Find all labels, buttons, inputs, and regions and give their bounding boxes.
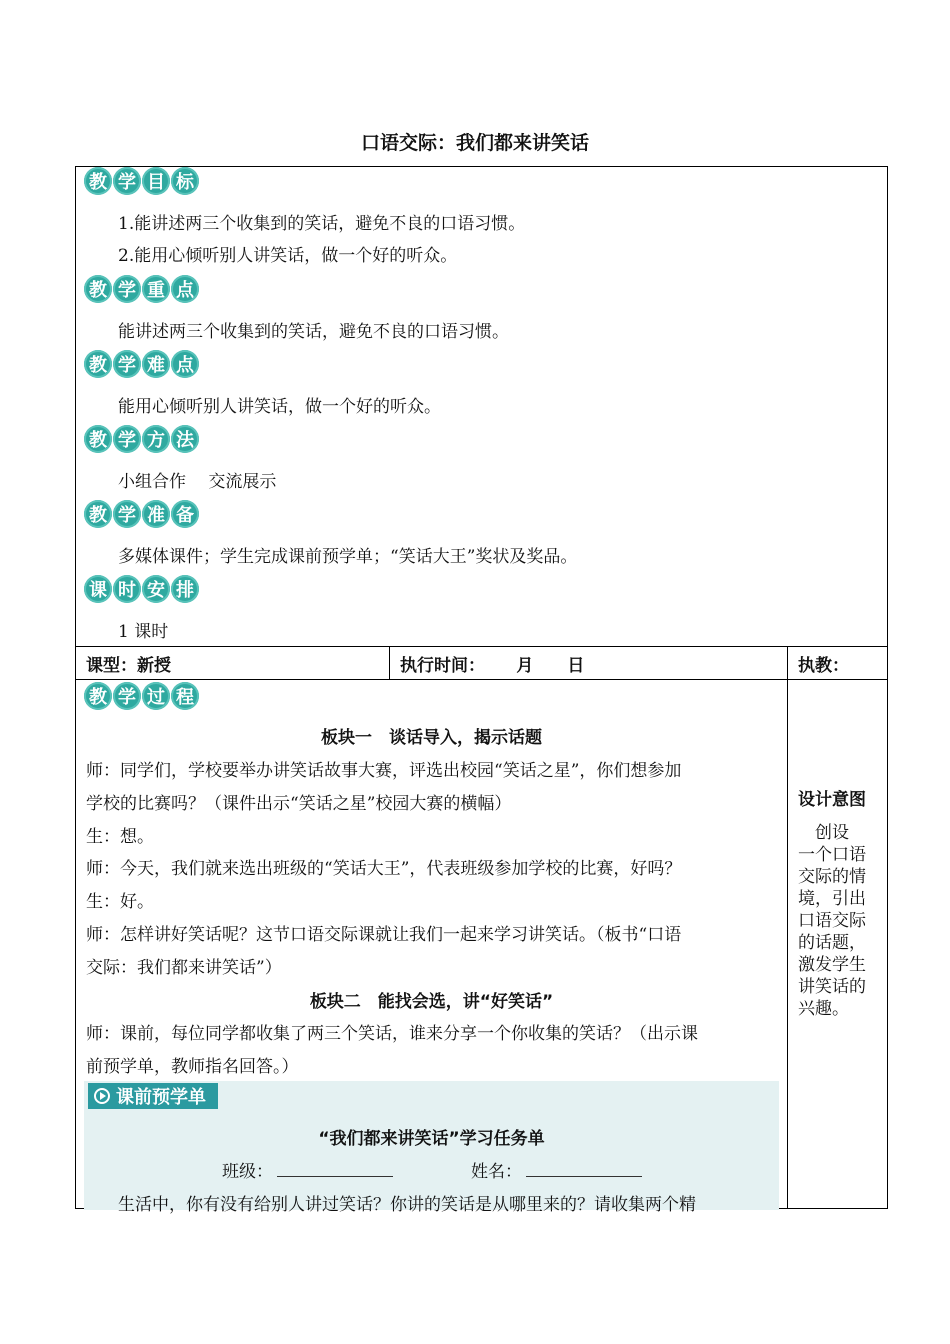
page-title: 口语交际：我们都来讲笑话 — [360, 132, 589, 154]
preview-tab — [88, 1083, 218, 1109]
dialogue-line: 师：怎样讲好笑话呢？这节口语交际课就让我们一起来学习讲笑话。（板书“口语 — [86, 925, 682, 945]
design-intent-line: 讲笑话的 — [798, 977, 866, 997]
design-intent-line: 的话题， — [798, 933, 866, 953]
key-point-text: 能讲述两三个收集到的笑话，避免不良的口语习惯。 — [118, 322, 509, 342]
process-badge: 教 学 过 程 — [84, 682, 199, 710]
col-divider — [787, 646, 788, 1209]
schedule-badge: 课 时 安 排 — [84, 575, 199, 603]
goal-1: 1.能讲述两三个收集到的笑话，避免不良的口语习惯。 — [118, 214, 526, 234]
schedule-text: 1 课时 — [118, 622, 169, 642]
difficulty-badge: 教 学 难 点 — [84, 350, 199, 378]
design-intent-line: 口语交际 — [798, 911, 866, 931]
design-intent-line: 创设 — [798, 823, 849, 843]
method-text: 小组合作 交流展示 — [118, 472, 277, 492]
goals-badge: 教 学 目 标 — [84, 167, 199, 195]
dialogue-line: 生：好。 — [86, 892, 154, 912]
dialogue-line: 前预学单，教师指名回答。） — [86, 1057, 299, 1077]
dialogue-line: 师：今天，我们就来选出班级的“笑话大王”，代表班级参加学校的比赛，好吗？ — [86, 859, 682, 879]
dialogue-line: 交际：我们都来讲笑话”） — [86, 958, 282, 978]
play-icon — [94, 1088, 110, 1104]
name-field — [471, 1157, 642, 1182]
class-blank — [277, 1162, 393, 1177]
design-intent-line: 兴趣。 — [798, 999, 849, 1019]
name-label: 姓名： — [471, 1162, 522, 1182]
design-intent-line: 一个口语 — [798, 845, 866, 865]
worksheet-text: 生活中，你有没有给别人讲过笑话？你讲的笑话是从哪里来的？请收集两个精 — [118, 1195, 696, 1215]
dialogue-line: 师：同学们，学校要举办讲笑话故事大赛，评选出校园“笑话之星”，你们想参加 — [86, 761, 682, 781]
row-divider — [76, 646, 887, 647]
block1-title: 板块一 谈话导入，揭示话题 — [321, 728, 542, 748]
goal-2: 2.能用心倾听别人讲笑话，做一个好的听众。 — [118, 246, 458, 266]
dialogue-line: 师：课前，每位同学都收集了两三个笑话，谁来分享一个你收集的笑话？（出示课 — [86, 1024, 698, 1044]
worksheet-title: “我们都来讲笑话”学习任务单 — [318, 1129, 545, 1149]
dialogue-line: 学校的比赛吗？（课件出示“笑话之星”校园大赛的横幅） — [86, 794, 512, 814]
design-intent-line: 激发学生 — [798, 955, 866, 975]
teacher-label: 执教： — [798, 656, 849, 676]
class-field — [222, 1157, 393, 1182]
lesson-type: 课型：新授 — [86, 656, 171, 676]
design-intent-line: 境，引出 — [798, 889, 866, 909]
method-badge: 教 学 方 法 — [84, 425, 199, 453]
class-label: 班级： — [222, 1162, 273, 1182]
difficulty-text: 能用心倾听别人讲笑话，做一个好的听众。 — [118, 397, 441, 417]
preparation-badge: 教 学 准 备 — [84, 500, 199, 528]
lesson-plan-table — [75, 166, 888, 1215]
dialogue-line: 生：想。 — [86, 827, 154, 847]
execution-time: 执行时间： 月 日 — [400, 656, 585, 676]
design-intent-line: 交际的情 — [798, 867, 866, 887]
preparation-text: 多媒体课件；学生完成课前预学单；“笑话大王”奖状及奖品。 — [118, 547, 578, 567]
preview-label: 课前预学单 — [116, 1087, 206, 1108]
name-blank — [526, 1162, 642, 1177]
design-intent-title: 设计意图 — [798, 790, 866, 810]
key-point-badge: 教 学 重 点 — [84, 275, 199, 303]
col-divider — [389, 646, 390, 680]
row-divider — [76, 679, 887, 680]
block2-title: 板块二 能找会选，讲“好笑话” — [309, 992, 554, 1012]
